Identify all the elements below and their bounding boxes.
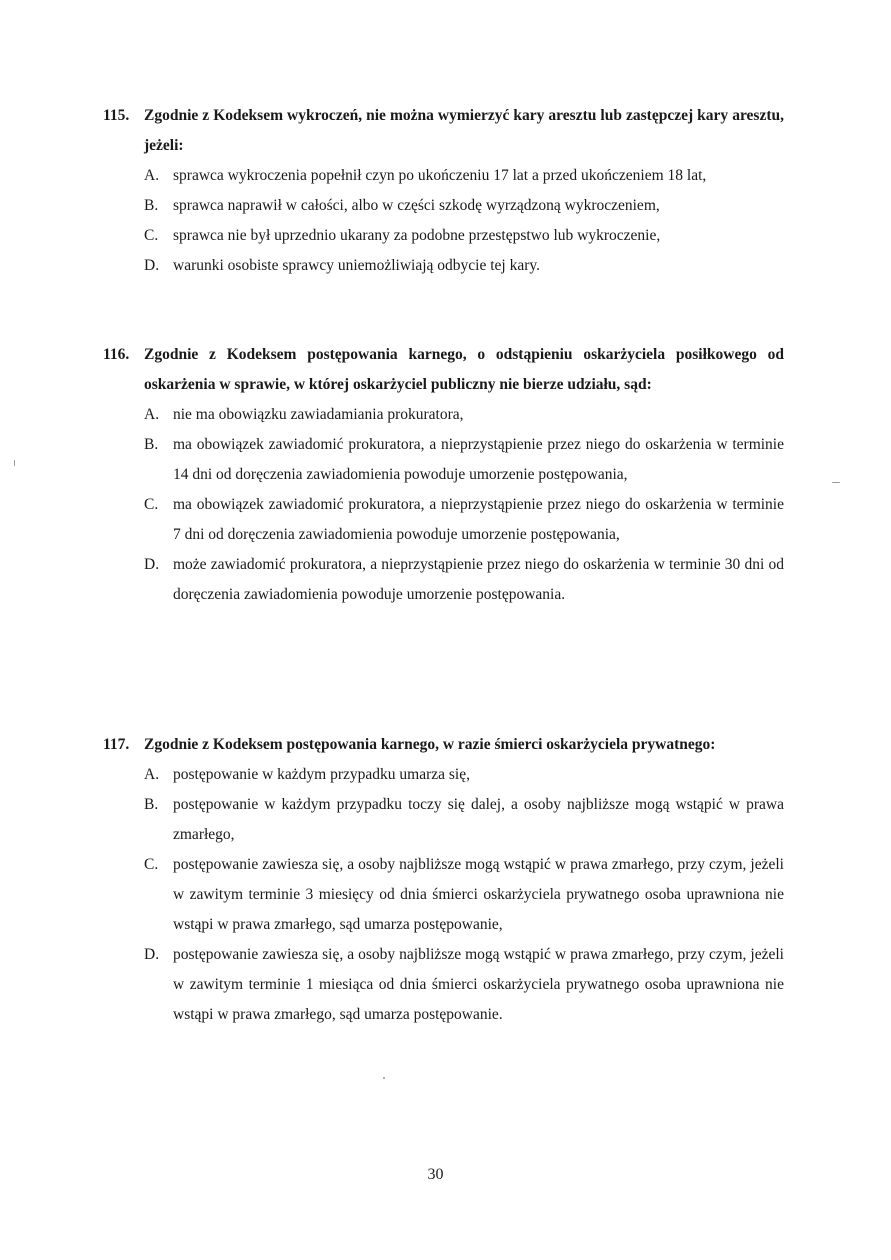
page-number: 30 [427, 1166, 444, 1183]
option-letter: D. [144, 946, 160, 963]
question-117 [103, 730, 784, 1030]
question-number: 116. [103, 346, 130, 363]
option-text: sprawca wykroczenia popełnił czyn po ukończeniu 17 lat a przed ukończeniem 18 lat, [173, 167, 707, 184]
option-text: sprawca naprawił w całości, albo w części szkodę wyrządzoną wykroczeniem, [173, 197, 660, 214]
answer-option-d [103, 940, 784, 1030]
answer-option-b [103, 790, 784, 850]
question-text: Zgodnie z Kodeksem postępowania karnego, o odstąpieniu oskarżyciela posiłkowego od oskarżenia w sprawie, w której oskarżyciel publiczny nie bierze udziału, sąd: [144, 346, 784, 393]
option-text: może zawiadomić prokuratora, a nieprzystąpienie przez niego do oskarżenia w terminie 30 dni od doręczenia zawiadomienia powoduje umorzenie postępowania. [173, 556, 784, 603]
option-letter: A. [144, 406, 160, 423]
question-text: Zgodnie z Kodeksem wykroczeń, nie można wymierzyć kary aresztu lub zastępczej kary aresztu, jeżeli: [144, 107, 784, 154]
option-text: sprawca nie był uprzednio ukarany za podobne przestępstwo lub wykroczenie, [173, 227, 661, 244]
question-115 [103, 101, 784, 281]
answer-option-a [103, 161, 784, 191]
answer-option-a [103, 400, 784, 430]
option-text: nie ma obowiązku zawiadamiania prokuratora, [173, 406, 464, 423]
question-number: 115. [103, 107, 130, 124]
answer-options [103, 400, 784, 610]
scan-speck [383, 1077, 385, 1079]
answer-options [103, 760, 784, 1030]
option-letter: B. [144, 796, 159, 813]
option-letter: C. [144, 227, 159, 244]
option-letter: D. [144, 257, 160, 274]
question-text: Zgodnie z Kodeksem postępowania karnego, w razie śmierci oskarżyciela prywatnego: [144, 736, 716, 753]
answer-option-c [103, 490, 784, 550]
option-letter: B. [144, 436, 159, 453]
option-letter: D. [144, 556, 160, 573]
answer-option-d [103, 251, 784, 281]
option-letter: C. [144, 496, 159, 513]
answer-option-b [103, 191, 784, 221]
option-text: postępowanie zawiesza się, a osoby najbliższe mogą wstąpić w prawa zmarłego, przy czym, jeżeli w zawitym terminie 1 miesiąca od dnia śmierci oskarżyciela prywatnego osoba uprawniona nie wstąpi w prawa zmarłego, sąd umarza postępowanie. [173, 946, 784, 1023]
answer-option-d [103, 550, 784, 610]
option-letter: A. [144, 766, 160, 783]
answer-option-c [103, 850, 784, 940]
scan-speck [14, 460, 15, 466]
answer-option-a [103, 760, 784, 790]
option-text: postępowanie w każdym przypadku umarza się, [173, 766, 470, 783]
option-text: postępowanie zawiesza się, a osoby najbliższe mogą wstąpić w prawa zmarłego, przy czym, jeżeli w zawitym terminie 3 miesięcy od dnia śmierci oskarżyciela prywatnego osoba uprawniona nie wstąpi w prawa zmarłego, sąd umarza postępowanie, [173, 856, 784, 933]
answer-option-b [103, 430, 784, 490]
answer-option-c [103, 221, 784, 251]
option-letter: A. [144, 167, 160, 184]
option-letter: B. [144, 197, 159, 214]
option-text: ma obowiązek zawiadomić prokuratora, a nieprzystąpienie przez niego do oskarżenia w terminie 14 dni od doręczenia zawiadomienia powoduje umorzenie postępowania, [173, 436, 784, 483]
question-116 [103, 340, 784, 610]
option-text: warunki osobiste sprawcy uniemożliwiają odbycie tej kary. [173, 257, 541, 274]
answer-options [103, 161, 784, 281]
scan-speck [832, 482, 840, 483]
option-letter: C. [144, 856, 159, 873]
option-text: ma obowiązek zawiadomić prokuratora, a nieprzystąpienie przez niego do oskarżenia w terminie 7 dni od doręczenia zawiadomienia powoduje umorzenie postępowania, [173, 496, 784, 543]
option-text: postępowanie w każdym przypadku toczy się dalej, a osoby najbliższe mogą wstąpić w prawa zmarłego, [173, 796, 784, 843]
question-number: 117. [103, 736, 130, 753]
